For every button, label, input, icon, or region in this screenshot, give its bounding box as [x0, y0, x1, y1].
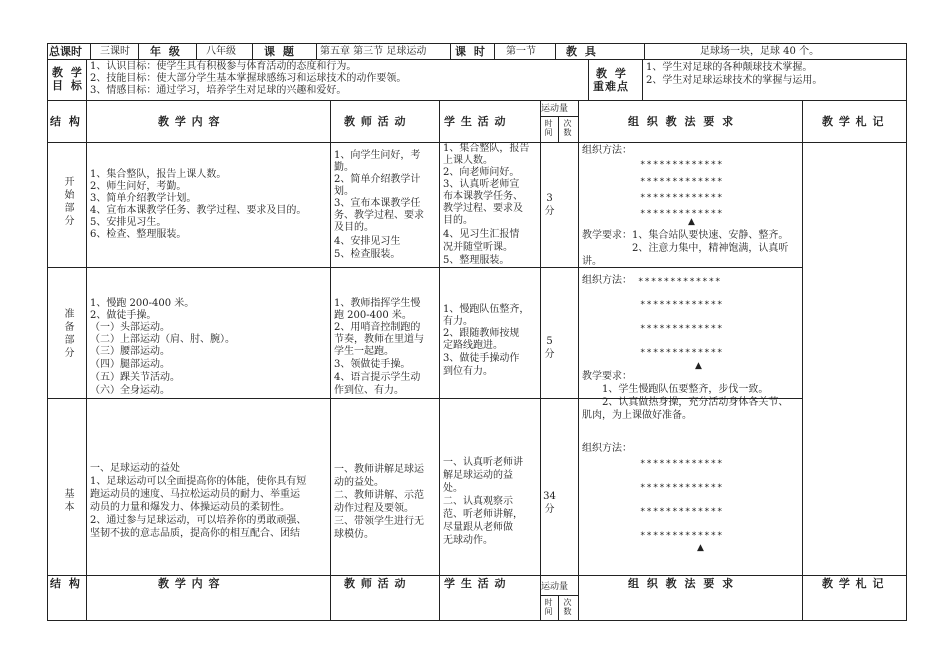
content-line: 1、集合整队，报告上课人数。 — [90, 169, 227, 180]
teacher-marker-icon: ▲ — [697, 543, 704, 553]
line — [47, 575, 907, 576]
content-line: （一）头部运动。 — [90, 322, 170, 333]
req-line: 肌肉，为上课做好准备。 — [582, 410, 692, 421]
student-line: 4、见习生汇报情 — [443, 229, 520, 240]
student-line: 有力。 — [443, 316, 473, 327]
student-line: 2、跟随教师按规 — [443, 328, 520, 339]
org-title: 组织方法： — [582, 275, 632, 286]
teacher-line: 4、安排见习生 — [334, 236, 401, 247]
teacher-line: 一、教师讲解足球运 — [334, 464, 424, 475]
line — [450, 43, 451, 60]
teacher-line: 动作过程及要领。 — [334, 503, 414, 514]
col-header-time: 时间 — [544, 119, 553, 137]
period-label: 课 时 — [455, 45, 487, 58]
equipment-label: 教 具 — [566, 45, 598, 58]
req-line: 教学要求：1、集合站队要快速、安静、整齐。 — [582, 230, 789, 241]
content-line: 坚韧不拔的意志品质，提高你的相互配合、团结 — [90, 528, 300, 539]
student-line: 处。 — [443, 483, 463, 494]
key-points-label-1: 教 学 — [596, 67, 628, 80]
footer-student: 学 生 活 动 — [444, 577, 507, 590]
footer-time: 时间 — [544, 598, 553, 616]
line — [906, 43, 907, 621]
formation-row: ************* — [640, 177, 724, 187]
line — [555, 43, 556, 60]
equipment-value: 足球场一块，足球 40 个。 — [700, 46, 820, 57]
content-line: 4、宣布本课教学任务、教学过程、要求及目的。 — [90, 205, 307, 216]
line — [802, 100, 803, 621]
formation-row: ************* — [640, 193, 724, 203]
content-line: （六）全身运动。 — [90, 385, 170, 396]
objectives-label-1: 教 学 — [52, 66, 84, 79]
line — [316, 43, 317, 60]
content-line: 跑运动员的速度、马拉松运动员的耐力、举重运 — [90, 489, 300, 500]
line — [196, 43, 197, 60]
student-line: 目的。 — [443, 215, 473, 226]
content-line: 6、检查、整理服装。 — [90, 229, 187, 240]
footer-org: 组 织 教 法 要 求 — [628, 577, 736, 590]
content-line: 2、师生问好，考勤。 — [90, 181, 187, 192]
student-line: 上课人数。 — [443, 155, 493, 166]
objective-item: 2、技能目标：使大部分学生基本掌握球感练习和运球技术的动作要领。 — [90, 73, 407, 84]
start-time-unit: 分 — [544, 206, 555, 217]
content-line: 2、做徒手操。 — [90, 310, 157, 321]
student-line: 无球动作。 — [443, 535, 493, 546]
footer-load: 运动量 — [541, 582, 569, 592]
col-header-teacher: 教 师 活 动 — [344, 115, 407, 128]
col-header-structure: 结 构 — [50, 115, 82, 128]
content-line: 动员的力量和爆发力、体操运动员的柔韧性。 — [90, 502, 290, 513]
student-line: 教学过程、要求及 — [443, 203, 523, 214]
line — [47, 100, 907, 101]
student-line: 3、做徒手操动作 — [443, 353, 520, 364]
formation-row: ************* — [640, 531, 724, 541]
student-line: 3、认真听老师宣 — [443, 179, 520, 190]
req-line: 1、学生慢跑队伍要整齐，步伐一致。 — [582, 384, 769, 395]
content-line: 1、足球运动可以全面提高你的体能，使你具有短 — [90, 476, 307, 487]
content-line: （四）腿部运动。 — [90, 359, 170, 370]
line — [90, 43, 91, 60]
basic-time-unit: 分 — [544, 504, 555, 515]
line — [494, 43, 495, 60]
line — [540, 116, 578, 117]
footer-notes: 教 学 札 记 — [822, 577, 885, 590]
prep-time-value: 5 — [546, 336, 553, 347]
line — [138, 43, 139, 60]
content-line: 3、简单介绍教学计划。 — [90, 193, 197, 204]
line — [558, 595, 559, 621]
req-line: 讲。 — [582, 256, 602, 267]
formation-row: ************* — [640, 483, 724, 493]
line — [540, 595, 578, 596]
footer-structure: 结 构 — [50, 577, 82, 590]
line — [642, 59, 643, 101]
student-line: 2、向老师问好。 — [443, 167, 520, 178]
teacher-marker-icon: ▲ — [688, 217, 695, 227]
line — [47, 620, 907, 621]
org-title: 组织方法： — [582, 443, 632, 454]
student-line: 尽量跟从老师做 — [443, 522, 513, 533]
basic-time-value: 34 — [543, 491, 556, 502]
teacher-line: 跑 200-400 米。 — [334, 310, 412, 321]
teacher-line: 1、向学生问好，考 — [334, 150, 421, 161]
teacher-line: 1、教师指挥学生慢 — [334, 298, 421, 309]
formation-row: ************* — [640, 348, 724, 358]
line — [47, 59, 907, 60]
teacher-line: 2、用哨音控制跑的 — [334, 322, 421, 333]
student-line: 定路线跑进。 — [443, 340, 503, 351]
student-line: 况并随堂听课。 — [443, 242, 513, 253]
student-line: 解足球运动的益 — [443, 470, 513, 481]
total-hours-value: 三课时 — [100, 46, 130, 57]
content-line: 2、通过参与足球运动，可以培养你的勇敢顽强、 — [90, 515, 307, 526]
objectives-label-2: 目 标 — [52, 79, 84, 92]
teacher-line: 4、语言提示学生动 — [334, 372, 421, 383]
content-line: 一、足球运动的益处 — [90, 463, 180, 474]
line — [558, 116, 559, 143]
teacher-line: 2、简单介绍教学计 — [334, 174, 421, 185]
teacher-line: 务、教学过程、要求 — [334, 210, 424, 221]
content-line: 1、慢跑 200-400 米。 — [90, 298, 195, 309]
teacher-line: 5、检查服装。 — [334, 249, 401, 260]
student-line: 范、听老师讲解， — [443, 509, 523, 520]
teacher-line: 划。 — [334, 186, 354, 197]
req-line: 教学要求： — [582, 371, 632, 382]
total-hours-label: 总课时 — [49, 45, 82, 58]
objective-item: 3、情感目标：通过学习，培养学生对足球的兴趣和爱好。 — [90, 85, 347, 96]
student-line: 一、认真听老师讲 — [443, 457, 523, 468]
col-header-org: 组 织 教 法 要 求 — [628, 115, 736, 128]
formation-row: ************* — [640, 209, 724, 219]
start-time-value: 3 — [546, 193, 553, 204]
teacher-marker-icon: ▲ — [695, 361, 702, 371]
content-line: （五）踝关节活动。 — [90, 372, 180, 383]
footer-count: 次数 — [563, 598, 572, 616]
req-line: 2、认真做热身操，充分活动身体各关节、 — [582, 397, 789, 408]
teacher-line: 三、带领学生进行无 — [334, 516, 424, 527]
formation-row: ************* — [638, 277, 722, 287]
line — [578, 100, 579, 621]
student-line: 5、整理服装。 — [443, 255, 510, 266]
line — [47, 267, 802, 268]
teacher-line: 及目的。 — [334, 222, 374, 233]
req-line: 2、注意力集中，精神饱满，认真听 — [582, 243, 789, 254]
teacher-line: 球模仿。 — [334, 529, 374, 540]
content-line: （二）上部运动（肩、肘、腕）。 — [90, 334, 235, 345]
col-header-content: 教 学 内 容 — [158, 115, 221, 128]
period-value: 第一节 — [506, 46, 536, 57]
section-name-start: 开始部分 — [62, 176, 73, 228]
teacher-line: 3、领做徒手操。 — [334, 359, 411, 370]
student-line: 布本课教学任务、 — [443, 191, 523, 202]
teacher-line: 动的益处。 — [334, 477, 384, 488]
line — [252, 43, 253, 60]
student-line: 1、集合整队，报告 — [443, 143, 530, 154]
line — [86, 100, 87, 621]
line — [47, 43, 907, 44]
content-line: （三）腰部运动。 — [90, 346, 170, 357]
teacher-line: 节奏，教师在里道与 — [334, 334, 424, 345]
key-point-item: 2、学生对足球运球技术的掌握与运用。 — [646, 75, 823, 86]
topic-value: 第五章 第三节 足球运动 — [320, 46, 427, 57]
line — [330, 100, 331, 621]
teacher-line: 3、宣布本课教学任 — [334, 198, 421, 209]
student-line: 1、慢跑队伍整齐， — [443, 304, 530, 315]
line — [86, 59, 87, 101]
col-header-student: 学 生 活 动 — [444, 115, 507, 128]
topic-label: 课 题 — [264, 45, 296, 58]
key-points-label-2: 重难点 — [593, 80, 629, 93]
formation-row: ************* — [640, 507, 724, 517]
line — [588, 59, 589, 101]
line — [439, 100, 440, 621]
teacher-line: 二、教师讲解、示范 — [334, 490, 424, 501]
formation-row: ************* — [640, 300, 724, 310]
line — [644, 43, 645, 60]
objective-item: 1、认识目标：使学生具有积极参与体育活动的态度和行为。 — [90, 61, 357, 72]
grade-label: 年 级 — [150, 45, 182, 58]
prep-time-unit: 分 — [544, 349, 555, 360]
teacher-line: 作到位、有力。 — [334, 385, 404, 396]
footer-teacher: 教 师 活 动 — [344, 577, 407, 590]
section-name-prep: 准备部分 — [62, 308, 73, 360]
key-point-item: 1、学生对足球的各种颠球技术掌握。 — [646, 62, 813, 73]
student-line: 二、认真观察示 — [443, 496, 513, 507]
line — [47, 43, 48, 621]
teacher-line: 勤。 — [334, 162, 354, 173]
col-header-notes: 教 学 札 记 — [822, 115, 885, 128]
teacher-line: 学生一起跑。 — [334, 346, 394, 357]
col-header-load: 运动量 — [541, 104, 569, 114]
formation-row: ************* — [640, 324, 724, 334]
student-line: 到位有力。 — [443, 366, 493, 377]
footer-content: 教 学 内 容 — [158, 577, 221, 590]
formation-row: ************* — [640, 459, 724, 469]
col-header-count: 次数 — [563, 119, 572, 137]
grade-value: 八年级 — [206, 46, 236, 57]
formation-row: ************* — [640, 160, 724, 170]
section-name-basic: 基本 — [62, 488, 73, 514]
content-line: 5、安排见习生。 — [90, 217, 167, 228]
org-title: 组织方法： — [582, 145, 632, 156]
